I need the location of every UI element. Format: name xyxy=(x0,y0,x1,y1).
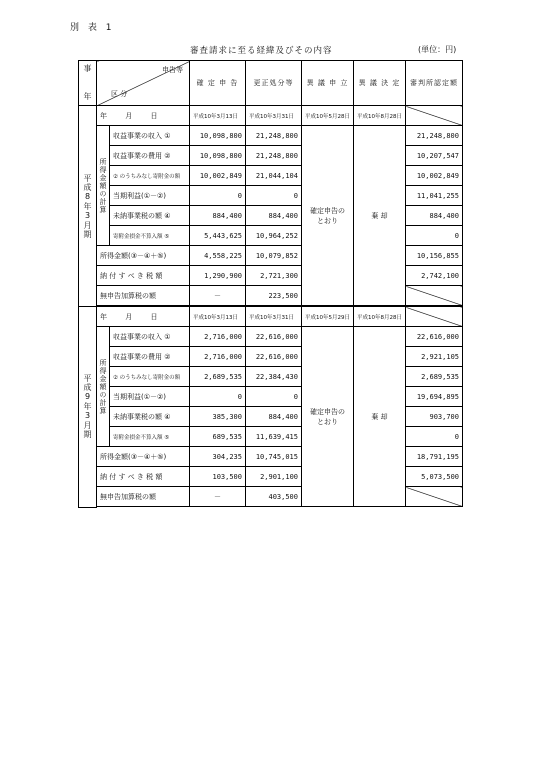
row-label-shotoku: 所得金額(③－④＋⑤) xyxy=(97,447,190,467)
value-cell: 0 xyxy=(246,186,302,206)
col-kakutei: 確 定 申 告 xyxy=(190,61,246,106)
section-2-unpaid-row xyxy=(79,407,463,427)
row-label-shotoku: 所得金額(③－④＋⑤) xyxy=(97,246,190,266)
section-1-period: 平成8年3月期 xyxy=(79,106,97,307)
row-label-subexpense: ② のうちみなし寄附金の額 xyxy=(110,367,190,387)
section-1-penalty-row xyxy=(79,286,463,306)
section-2-tax-row xyxy=(79,467,463,487)
section-2-period: 平成9年3月期 xyxy=(79,307,97,508)
row-label-expense: 収益事業の費用 ② xyxy=(110,347,190,367)
row-label-subexpense: ② のうちみなし寄附金の額 xyxy=(110,166,190,186)
date-igi: 平成10年5月29日 xyxy=(302,307,354,327)
value-cell: 884,400 xyxy=(190,206,246,226)
value-cell: 884,400 xyxy=(406,206,463,226)
row-label-unpaid: 未納事業税の額 ④ xyxy=(110,407,190,427)
igi-note: 確定申告のとおり xyxy=(302,327,354,507)
value-cell: 5,073,500 xyxy=(406,467,463,487)
section-1-kifu-row xyxy=(79,226,463,246)
value-cell: － xyxy=(190,487,246,507)
section-2-kifu-row xyxy=(79,427,463,447)
date-label: 年 月 日 xyxy=(97,307,190,327)
section-1-tax-row xyxy=(79,266,463,286)
empty-cell xyxy=(406,286,463,306)
col-igi: 異 議 申 立 xyxy=(302,61,354,106)
value-cell: 903,700 xyxy=(406,407,463,427)
row-label-expense: 収益事業の費用 ② xyxy=(110,146,190,166)
section-1-unpaid-row xyxy=(79,206,463,226)
review-table xyxy=(78,60,463,508)
document-title: 審査請求に至る経緯及びその内容 xyxy=(190,46,333,56)
value-cell: 21,248,800 xyxy=(406,126,463,146)
section-1-subexpense-row xyxy=(79,166,463,186)
row-label-profit: 当期利益(①－②) xyxy=(110,387,190,407)
value-cell: 21,248,800 xyxy=(246,126,302,146)
value-cell: 304,235 xyxy=(190,447,246,467)
value-cell: － xyxy=(190,286,246,306)
value-cell: 22,616,000 xyxy=(246,327,302,347)
value-cell: 2,742,100 xyxy=(406,266,463,286)
value-cell: 4,558,225 xyxy=(190,246,246,266)
date-kettei: 平成10年8月28日 xyxy=(354,307,406,327)
value-cell: 11,041,255 xyxy=(406,186,463,206)
value-cell: 689,535 xyxy=(190,427,246,447)
date-kousei: 平成10年3月31日 xyxy=(246,307,302,327)
section-2-spacer xyxy=(79,507,463,508)
value-cell: 10,002,849 xyxy=(190,166,246,186)
section-2-income-row xyxy=(79,327,463,347)
value-cell: 884,400 xyxy=(246,206,302,226)
value-cell: 2,689,535 xyxy=(190,367,246,387)
row-label-income: 収益事業の収入 ① xyxy=(110,327,190,347)
value-cell: 403,500 xyxy=(246,487,302,507)
date-kakutei: 平成10年3月13日 xyxy=(190,307,246,327)
empty-cell xyxy=(406,487,463,507)
value-cell: 5,443,625 xyxy=(190,226,246,246)
value-cell: 10,002,849 xyxy=(406,166,463,186)
col-shinpan: 審判所認定額 xyxy=(406,61,463,106)
section-2-profit-row xyxy=(79,387,463,407)
section-1-date-row xyxy=(79,106,463,126)
unit-label: (単位：円) xyxy=(418,45,457,54)
col-igi-kettei: 異 議 決 定 xyxy=(354,61,406,106)
empty-cell xyxy=(406,106,463,126)
igi-note: 確定申告のとおり xyxy=(302,126,354,306)
row-label-penalty: 無申告加算税の額 xyxy=(97,487,190,507)
value-cell: 22,384,430 xyxy=(246,367,302,387)
kettei-note: 棄 却 xyxy=(354,327,406,507)
row-label-kifu: 寄附金損金不算入額 ⑤ xyxy=(110,226,190,246)
year-header: 事 年 xyxy=(79,61,97,106)
col-kousei: 更正処分等 xyxy=(246,61,302,106)
section-2-date-row xyxy=(79,307,463,327)
value-cell: 10,745,015 xyxy=(246,447,302,467)
value-cell: 0 xyxy=(190,387,246,407)
section-2-penalty-row xyxy=(79,487,463,507)
value-cell: 18,791,195 xyxy=(406,447,463,467)
corner-header: 申告等 区 分 xyxy=(97,61,190,106)
date-kakutei: 平成10年3月13日 xyxy=(190,106,246,126)
section-2-expense-row xyxy=(79,347,463,367)
row-label-unpaid: 未納事業税の額 ④ xyxy=(110,206,190,226)
appendix-label: 別 表 1 xyxy=(70,23,115,33)
value-cell: 10,098,800 xyxy=(190,126,246,146)
date-label: 年 月 日 xyxy=(97,106,190,126)
row-label-penalty: 無申告加算税の額 xyxy=(97,286,190,306)
value-cell: 0 xyxy=(190,186,246,206)
date-kousei: 平成10年3月31日 xyxy=(246,106,302,126)
value-cell: 223,500 xyxy=(246,286,302,306)
row-label-income: 収益事業の収入 ① xyxy=(110,126,190,146)
row-label-profit: 当期利益(①－②) xyxy=(110,186,190,206)
header-row xyxy=(79,61,463,106)
value-cell: 2,716,000 xyxy=(190,347,246,367)
row-label-tax: 納 付 す べ き 税 額 xyxy=(97,266,190,286)
empty-cell xyxy=(406,307,463,327)
value-cell: 2,689,535 xyxy=(406,367,463,387)
row-label-kifu: 寄附金損金不算入額 ⑤ xyxy=(110,427,190,447)
date-kettei: 平成10年8月28日 xyxy=(354,106,406,126)
date-igi: 平成10年5月28日 xyxy=(302,106,354,126)
group-label: 所得金額の計算 xyxy=(97,126,110,246)
kettei-note: 棄 却 xyxy=(354,126,406,306)
value-cell: 0 xyxy=(406,226,463,246)
value-cell: 10,156,855 xyxy=(406,246,463,266)
value-cell: 884,400 xyxy=(246,407,302,427)
value-cell: 22,616,000 xyxy=(406,327,463,347)
group-label: 所得金額の計算 xyxy=(97,327,110,447)
value-cell: 10,098,800 xyxy=(190,146,246,166)
value-cell: 19,694,895 xyxy=(406,387,463,407)
value-cell: 2,716,000 xyxy=(190,327,246,347)
value-cell: 10,964,252 xyxy=(246,226,302,246)
value-cell: 0 xyxy=(246,387,302,407)
value-cell: 2,721,300 xyxy=(246,266,302,286)
value-cell: 0 xyxy=(406,427,463,447)
value-cell: 21,044,104 xyxy=(246,166,302,186)
value-cell: 11,639,415 xyxy=(246,427,302,447)
section-1-profit-row xyxy=(79,186,463,206)
value-cell: 2,901,100 xyxy=(246,467,302,487)
value-cell: 103,500 xyxy=(190,467,246,487)
row-label-tax: 納 付 す べ き 税 額 xyxy=(97,467,190,487)
section-2-subexpense-row xyxy=(79,367,463,387)
value-cell: 1,290,900 xyxy=(190,266,246,286)
section-1-income-row xyxy=(79,126,463,146)
section-1-expense-row xyxy=(79,146,463,166)
value-cell: 2,921,105 xyxy=(406,347,463,367)
section-1-shotoku-row xyxy=(79,246,463,266)
section-2-shotoku-row xyxy=(79,447,463,467)
value-cell: 22,616,000 xyxy=(246,347,302,367)
value-cell: 10,079,852 xyxy=(246,246,302,266)
value-cell: 10,207,547 xyxy=(406,146,463,166)
value-cell: 385,300 xyxy=(190,407,246,427)
value-cell: 21,248,800 xyxy=(246,146,302,166)
